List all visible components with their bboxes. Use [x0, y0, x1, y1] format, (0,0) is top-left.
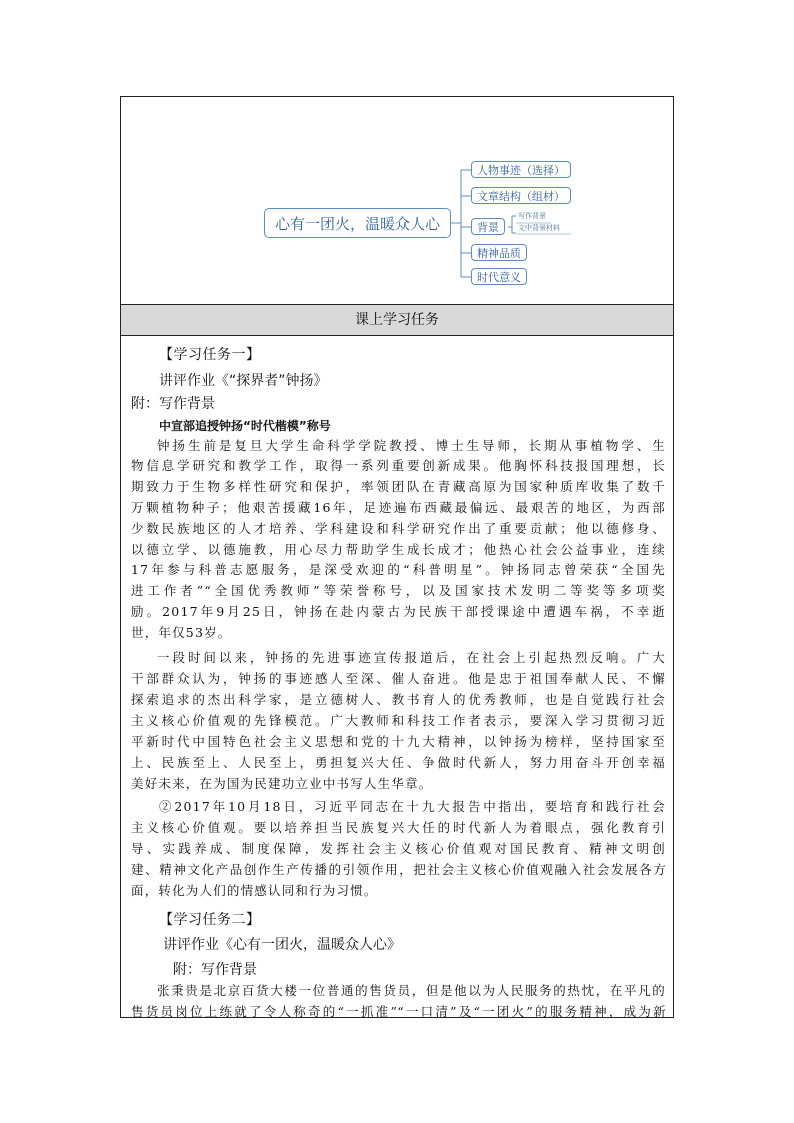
news-title: 中宣部追授钟扬“时代楷模”称号 — [159, 419, 331, 433]
para3-line: 建、精神文化产品创作生产传播的引领作用，把社会主义核心价值观融入社会发展各方 — [131, 862, 666, 877]
para1-line: 少数民族地区的人才培养、学科建设和科学研究作出了重要贡献；他以德修身、 — [131, 521, 666, 536]
para1-line: 世，年仅53岁。 — [131, 625, 232, 640]
mindmap-sub-text-background: 文中背景材料 — [518, 224, 560, 232]
para2-line: 探索追求的杰出科学家，是立德树人、教书育人的优秀教师，也是自觉践行社会 — [131, 692, 666, 707]
para3-line: ②2017年10月18日，习近平同志在十九大报告中指出，要培育和践行社会 — [159, 799, 666, 814]
para1-line: 以德立学、以德施教，用心尽力帮助学生成长成才；他热心社会公益事业，连续 — [131, 542, 666, 557]
mindmap-branch-significance: 时代意义 — [471, 268, 527, 285]
para1-line: 钟扬生前是复旦大学生命科学学院教授、博士生导师，长期从事植物学、生 — [157, 438, 666, 453]
para2-line: 美好未来，在为国为民建功立业中书写人生华章。 — [131, 776, 433, 791]
worksheet-table — [120, 96, 674, 1018]
mindmap-connectors — [121, 97, 673, 304]
para2-line: 平新时代中国特色社会主义思想和党的十九大精神，以钟扬为榜样，坚持国家至 — [131, 734, 666, 749]
task2-appendix: 附：写作背景 — [173, 962, 257, 978]
mindmap-branch-deeds: 人物事迹（选择） — [471, 161, 571, 178]
para1-line: 期致力于生物多样性研究和保护，率领团队在青藏高原为国家种质库收集了数千 — [131, 479, 666, 494]
mindmap-sub-writing-background: 写作背景 — [518, 212, 546, 220]
task1-heading: 【学习任务一】 — [159, 347, 261, 363]
task2-subtitle: 讲评作业《心有一团火，温暖众人心》 — [163, 937, 401, 953]
para2-line: 主义核心价值观的先锋模范。广大教师和科技工作者表示，要深入学习贯彻习近 — [131, 713, 666, 728]
para2-line: 上、民族至上、人民至上，勇担复兴大任、争做时代新人，努力用奋斗开创幸福 — [131, 755, 666, 770]
para1-line: 进工作者”“全国优秀教师”等荣誉称号，以及国家技术发明二等奖等多项奖 — [131, 583, 666, 598]
mindmap-cell — [121, 97, 673, 305]
para1-line: 物信息学研究和教学工作，取得一系列重要创新成果。他胸怀科技报国理想，长 — [131, 458, 666, 473]
para3-line: 主义核心价值观。要以培养担当民族复兴大任的时代新人为着眼点，强化教育引 — [131, 820, 666, 835]
task2-para-line: 张秉贵是北京百货大楼一位普通的售货员，但是他以为人民服务的热忱，在平凡的 — [157, 983, 666, 998]
para1-line: 17年参与科普志愿服务，是深受欢迎的“科普明星”。钟扬同志曾荣获“全国先 — [131, 562, 666, 577]
task1-appendix: 附：写作背景 — [131, 396, 215, 412]
mindmap-branch-background: 背景 — [471, 218, 505, 235]
mindmap-branch-structure: 文章结构（组材） — [471, 187, 571, 204]
mindmap-branch-spirit: 精神品质 — [471, 244, 527, 261]
task1-subtitle: 讲评作业《“探界者”钟扬》 — [159, 373, 328, 389]
section-band-in-class-tasks: 课上学习任务 — [121, 305, 673, 336]
para1-line: 万颗植物种子；他艰苦援藏16年，足迹遍布西藏最偏远、最艰苦的地区，为西部 — [131, 500, 666, 515]
para2-line: 干部群众认为，钟扬的事迹感人至深、催人奋进。他是忠于祖国奉献人民、不懈 — [131, 671, 666, 686]
mindmap-central-topic: 心有一团火，温暖众人心 — [264, 208, 451, 238]
para3-line: 导、实践养成、制度保障，发挥社会主义核心价值观对国民教育、精神文明创 — [131, 841, 666, 856]
task2-para-line: 售货员岗位上练就了令人称奇的“一抓准”“一口清”及“一团火”的服务精神，成为新 — [131, 1004, 666, 1018]
para2-line: 一段时间以来，钟扬的先进事迹宣传报道后，在社会上引起热烈反响。广大 — [157, 650, 666, 665]
task-content — [121, 336, 673, 1018]
para1-line: 励。2017年9月25日，钟扬在赴内蒙古为民族干部授课途中遭遇车祸，不幸逝 — [131, 604, 666, 619]
para3-line: 面，转化为人们的情感认同和行为习惯。 — [131, 883, 378, 898]
task2-heading: 【学习任务二】 — [159, 912, 261, 928]
